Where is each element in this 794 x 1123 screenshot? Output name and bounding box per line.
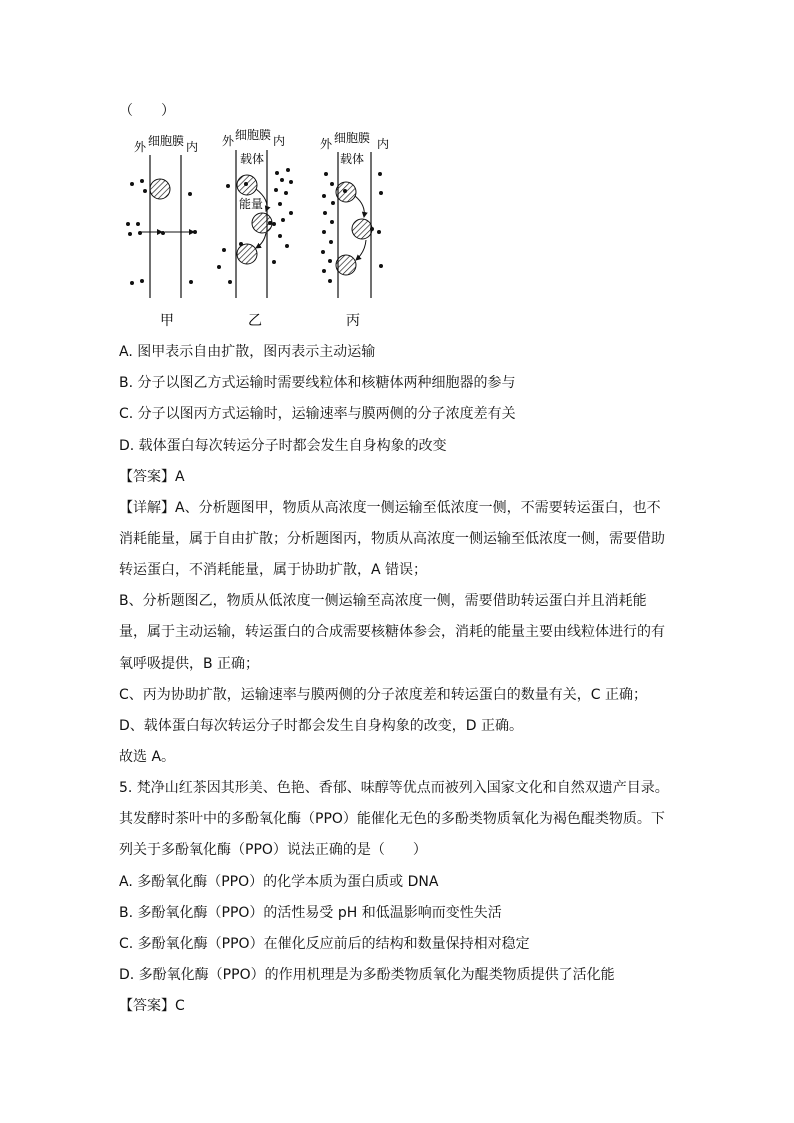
conformation-arrow bbox=[356, 240, 366, 260]
label-membrane: 细胞膜 bbox=[334, 131, 371, 145]
conformation-arrow bbox=[256, 233, 266, 248]
carrier-protein bbox=[352, 219, 372, 239]
label-out: 外 bbox=[320, 137, 333, 151]
option-a: A. 多酚氧化酶（PPO）的化学本质为蛋白质或 DNA bbox=[119, 874, 439, 890]
carrier-protein bbox=[237, 244, 257, 264]
option-a: A. 图甲表示自由扩散，图丙表示主动运输 bbox=[119, 344, 376, 360]
option-d: D. 多酚氧化酶（PPO）的作用机理是为多酚类物质氧化为醌类物质提供了活化能 bbox=[119, 967, 615, 983]
explanation-line: 【详解】A、分析题图甲，物质从高浓度一侧运输至低浓度一侧，不需要转运蛋白，也不 bbox=[119, 500, 661, 516]
panel-caption: 甲 bbox=[160, 313, 174, 329]
explanation-line: 量，属于主动运输，转运蛋白的合成需要核糖体参会，消耗的能量主要由线粒体进行的有 bbox=[119, 624, 665, 640]
label-out: 外 bbox=[134, 140, 147, 154]
label-in: 内 bbox=[377, 137, 390, 151]
explanation-line: 消耗能量，属于自由扩散；分析题图丙，物质从高浓度一侧运输至低浓度一侧，需要借助 bbox=[119, 531, 665, 547]
explanation-line: 故选 A。 bbox=[119, 749, 176, 765]
label-carrier: 载体 bbox=[340, 152, 365, 166]
explanation-line: B、分析题图乙，物质从低浓度一侧运输至高浓度一侧，需要借助转运蛋白并且消耗能 bbox=[119, 593, 647, 609]
carrier-protein bbox=[336, 255, 356, 275]
option-c: C. 分子以图丙方式运输时，运输速率与膜两侧的分子浓度差有关 bbox=[119, 406, 516, 422]
panel-yi bbox=[217, 128, 293, 329]
answer-line: 【答案】A bbox=[119, 469, 185, 485]
explanation-line: 氧呼吸提供，B 正确； bbox=[119, 656, 260, 672]
option-d: D. 载体蛋白每次转运分子时都会发生自身构象的改变 bbox=[119, 438, 447, 454]
question-5-stem: 5. 梵净山红茶因其形美、色艳、香郁、味醇等优点而被列入国家文化和自然双遗产目录。 bbox=[119, 780, 669, 796]
explanation-line: 转运蛋白，不消耗能量，属于协助扩散，A 错误； bbox=[119, 562, 428, 578]
label-membrane: 细胞膜 bbox=[148, 134, 185, 148]
label-membrane: 细胞膜 bbox=[235, 128, 272, 142]
question-5-stem: 其发酵时茶叶中的多酚氧化酶（PPO）能催化无色的多酚类物质氧化为褐色醌类物质。下 bbox=[119, 811, 665, 827]
label-in: 内 bbox=[186, 140, 199, 154]
label-carrier: 载体 bbox=[240, 152, 265, 166]
panel-bing bbox=[320, 131, 389, 329]
panel-jia bbox=[126, 134, 198, 329]
label-energy: 能量 bbox=[239, 197, 264, 211]
answer-line: 【答案】C bbox=[119, 998, 185, 1014]
panel-caption: 乙 bbox=[248, 313, 262, 329]
carrier-protein bbox=[150, 179, 170, 199]
conformation-arrow bbox=[355, 196, 364, 217]
option-b: B. 多酚氧化酶（PPO）的活性易受 pH 和低温影响而变性失活 bbox=[119, 905, 502, 921]
explanation-line: D、载体蛋白每次转运分子时都会发生自身构象的改变，D 正确。 bbox=[119, 718, 524, 734]
question-stem-tail: （ ） bbox=[119, 103, 175, 119]
label-in: 内 bbox=[273, 134, 286, 148]
explanation-line: C、丙为协助扩散，运输速率与膜两侧的分子浓度差和转运蛋白的数量有关，C 正确； bbox=[119, 687, 647, 703]
label-out: 外 bbox=[222, 134, 235, 148]
question-5-stem: 列关于多酚氧化酶（PPO）说法正确的是（ ） bbox=[119, 842, 427, 858]
panel-caption: 丙 bbox=[346, 313, 360, 329]
option-b: B. 分子以图乙方式运输时需要线粒体和核糖体两种细胞器的参与 bbox=[119, 375, 516, 391]
option-c: C. 多酚氧化酶（PPO）在催化反应前后的结构和数量保持相对稳定 bbox=[119, 936, 530, 952]
